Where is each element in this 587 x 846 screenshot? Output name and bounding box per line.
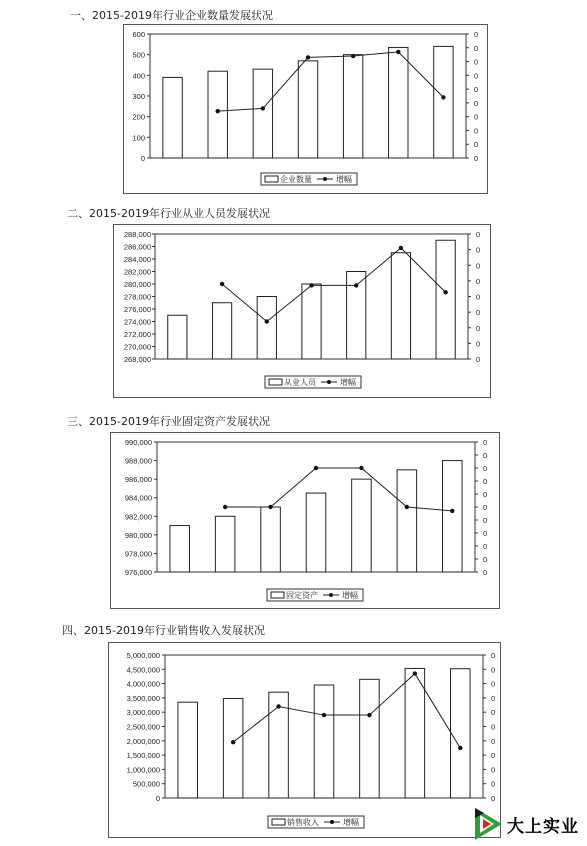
- bar: [443, 461, 463, 572]
- y-tick-label: 3,500,000: [126, 693, 160, 703]
- growth-point: [268, 505, 272, 509]
- chart-1-svg: [124, 25, 489, 195]
- y-tick-label: 272,000: [123, 330, 151, 339]
- company-logo: [474, 806, 584, 842]
- growth-point: [351, 54, 355, 58]
- y2-tick-label: 0: [474, 98, 479, 108]
- y2-tick-label: 0: [491, 751, 496, 761]
- y2-tick-label: 0: [483, 477, 488, 486]
- bar: [302, 284, 321, 359]
- chart-3-svg: [111, 433, 501, 610]
- legend-bar-swatch: [269, 379, 282, 385]
- y2-tick-label: 0: [483, 516, 488, 525]
- y-tick-label: 0: [140, 154, 145, 163]
- y2-tick-label: 0: [483, 464, 488, 473]
- y-tick-label: 990,000: [124, 438, 152, 447]
- y2-tick-label: 0: [474, 154, 479, 163]
- y2-tick-label: 0: [474, 30, 479, 39]
- y-tick-label: 288,000: [123, 230, 151, 239]
- bar: [253, 69, 272, 158]
- y-tick-label: 284,000: [123, 255, 151, 264]
- y2-tick-label: 0: [483, 529, 488, 538]
- legend-line-marker: [323, 177, 327, 181]
- y-tick-label: 278,000: [123, 292, 151, 302]
- legend-bar-swatch: [265, 176, 278, 182]
- y-tick-label: 282,000: [123, 267, 151, 277]
- chart-frame-3: [110, 432, 500, 609]
- y2-tick-label: 0: [483, 451, 488, 460]
- y-tick-label: 3,000,000: [126, 708, 160, 718]
- bar: [208, 71, 227, 158]
- bar: [306, 493, 326, 572]
- growth-point: [458, 746, 462, 750]
- y2-tick-label: 0: [491, 693, 496, 703]
- y2-tick-label: 0: [491, 794, 496, 803]
- y-tick-label: 4,500,000: [126, 665, 160, 675]
- y-tick-label: 984,000: [124, 493, 152, 503]
- bar: [170, 526, 190, 572]
- growth-point: [223, 505, 227, 509]
- y2-tick-label: 0: [474, 140, 479, 150]
- y2-tick-label: 0: [483, 542, 488, 551]
- y-tick-label: 500,000: [132, 779, 160, 789]
- section-title-1: 一、2015-2019年行业企业数量发展状况: [70, 9, 273, 22]
- growth-point: [405, 505, 409, 509]
- y2-tick-label: 0: [476, 230, 481, 239]
- growth-point: [443, 290, 447, 294]
- chart-4-svg: [109, 643, 502, 839]
- growth-point: [399, 246, 403, 250]
- bar: [389, 47, 408, 158]
- legend-line-label: 增幅: [343, 818, 359, 827]
- bar: [434, 46, 453, 158]
- growth-point: [396, 50, 400, 54]
- y2-tick-label: 0: [491, 665, 496, 675]
- y-tick-label: 1,500,000: [126, 751, 160, 761]
- y-tick-label: 268,000: [123, 355, 151, 364]
- legend-line-marker: [327, 380, 331, 384]
- bar: [223, 698, 243, 798]
- y2-tick-label: 0: [474, 57, 479, 67]
- y2-tick-label: 0: [483, 555, 488, 564]
- legend-line-label: 增幅: [340, 378, 356, 387]
- y-tick-label: 400: [132, 71, 145, 81]
- bar: [163, 77, 182, 158]
- y-tick-label: 0: [155, 794, 160, 803]
- bar: [168, 315, 187, 359]
- y2-tick-label: 0: [491, 651, 496, 660]
- y-tick-label: 2,000,000: [126, 736, 160, 746]
- legend-bar-label: 固定资产: [286, 591, 318, 600]
- legend-bar-label: 销售收入: [287, 818, 319, 827]
- legend-line-marker: [329, 593, 333, 597]
- y-tick-label: 976,000: [124, 568, 152, 577]
- bar: [178, 702, 198, 798]
- legend-bar-label: 从业人员: [284, 378, 316, 387]
- y-tick-label: 988,000: [124, 456, 152, 466]
- y2-tick-label: 0: [491, 779, 496, 789]
- bar: [436, 240, 455, 359]
- growth-point: [231, 740, 235, 744]
- y-tick-label: 100: [132, 133, 145, 143]
- y2-tick-label: 0: [491, 722, 496, 732]
- y2-tick-label: 0: [474, 71, 479, 81]
- y2-tick-label: 0: [476, 323, 481, 333]
- bar: [343, 55, 362, 158]
- bar: [261, 507, 281, 572]
- legend-bar-swatch: [272, 819, 285, 825]
- y2-tick-label: 0: [476, 355, 481, 364]
- section-title-4: 四、2015-2019年行业销售收入发展状况: [62, 624, 265, 637]
- growth-line: [233, 674, 460, 748]
- y2-tick-label: 0: [483, 438, 488, 447]
- y-tick-label: 300: [132, 92, 145, 101]
- bar: [298, 61, 317, 158]
- y2-tick-label: 0: [491, 679, 496, 689]
- y-tick-label: 280,000: [123, 280, 151, 289]
- y2-tick-label: 0: [491, 708, 496, 718]
- chart-2-svg: [114, 225, 492, 399]
- growth-point: [265, 319, 269, 323]
- logo-mark-icon: [474, 807, 504, 841]
- growth-point: [309, 283, 313, 287]
- y2-tick-label: 0: [476, 261, 481, 271]
- bar: [257, 297, 276, 360]
- bar: [405, 668, 425, 798]
- y-tick-label: 200: [132, 112, 145, 122]
- y-tick-label: 2,500,000: [126, 722, 160, 732]
- growth-point: [359, 466, 363, 470]
- y-tick-label: 270,000: [123, 342, 151, 352]
- logo-text: 大上实业: [507, 817, 579, 837]
- y-tick-label: 980,000: [124, 530, 152, 540]
- section-title-3: 三、2015-2019年行业固定资产发展状况: [67, 415, 270, 428]
- growth-point: [354, 283, 358, 287]
- bar: [360, 679, 380, 798]
- y2-tick-label: 0: [474, 112, 479, 122]
- y2-tick-label: 0: [491, 765, 496, 775]
- growth-point: [441, 95, 445, 99]
- growth-line: [225, 468, 452, 511]
- y-tick-label: 600: [132, 30, 145, 39]
- bar: [352, 479, 372, 572]
- growth-point: [220, 282, 224, 286]
- y-tick-label: 986,000: [124, 475, 152, 485]
- growth-point: [450, 509, 454, 513]
- growth-point: [314, 466, 318, 470]
- growth-line: [218, 52, 444, 111]
- y2-tick-label: 0: [483, 503, 488, 512]
- y2-tick-label: 0: [474, 43, 479, 53]
- y-tick-label: 978,000: [124, 549, 152, 559]
- legend-line-label: 增幅: [336, 175, 352, 184]
- bar: [451, 669, 471, 798]
- growth-point: [261, 106, 265, 110]
- y2-tick-label: 0: [476, 292, 481, 302]
- growth-point: [216, 109, 220, 113]
- chart-frame-2: [113, 224, 491, 398]
- y2-tick-label: 0: [483, 490, 488, 499]
- growth-point: [413, 671, 417, 675]
- bar: [397, 470, 417, 572]
- bar: [391, 253, 410, 359]
- legend-bar-swatch: [271, 592, 284, 598]
- legend-line-marker: [330, 820, 334, 824]
- y-tick-label: 982,000: [124, 512, 152, 522]
- y-tick-label: 4,000,000: [126, 679, 160, 689]
- y-tick-label: 5,000,000: [126, 651, 160, 660]
- y2-tick-label: 0: [476, 339, 481, 349]
- growth-line: [222, 248, 446, 322]
- y-tick-label: 500: [132, 50, 145, 60]
- bar: [212, 303, 231, 359]
- y2-tick-label: 0: [476, 276, 481, 286]
- chart-frame-4: [108, 642, 501, 838]
- y-tick-label: 274,000: [123, 317, 151, 327]
- y2-tick-label: 0: [474, 126, 479, 136]
- chart-frame-1: [123, 24, 488, 194]
- growth-point: [276, 704, 280, 708]
- y-tick-label: 1,000,000: [126, 765, 160, 775]
- y2-tick-label: 0: [476, 308, 481, 318]
- growth-point: [322, 713, 326, 717]
- section-title-2: 二、2015-2019年行业从业人员发展状况: [67, 207, 270, 220]
- y2-tick-label: 0: [491, 736, 496, 746]
- legend-line-label: 增幅: [342, 591, 358, 600]
- bar: [314, 685, 334, 798]
- y2-tick-label: 0: [474, 85, 479, 95]
- y-tick-label: 286,000: [123, 242, 151, 252]
- growth-point: [306, 55, 310, 59]
- y2-tick-label: 0: [476, 245, 481, 255]
- growth-point: [367, 713, 371, 717]
- y2-tick-label: 0: [483, 568, 488, 577]
- legend-bar-label: 企业数量: [280, 175, 312, 184]
- bar: [215, 516, 235, 572]
- y-tick-label: 276,000: [123, 305, 151, 314]
